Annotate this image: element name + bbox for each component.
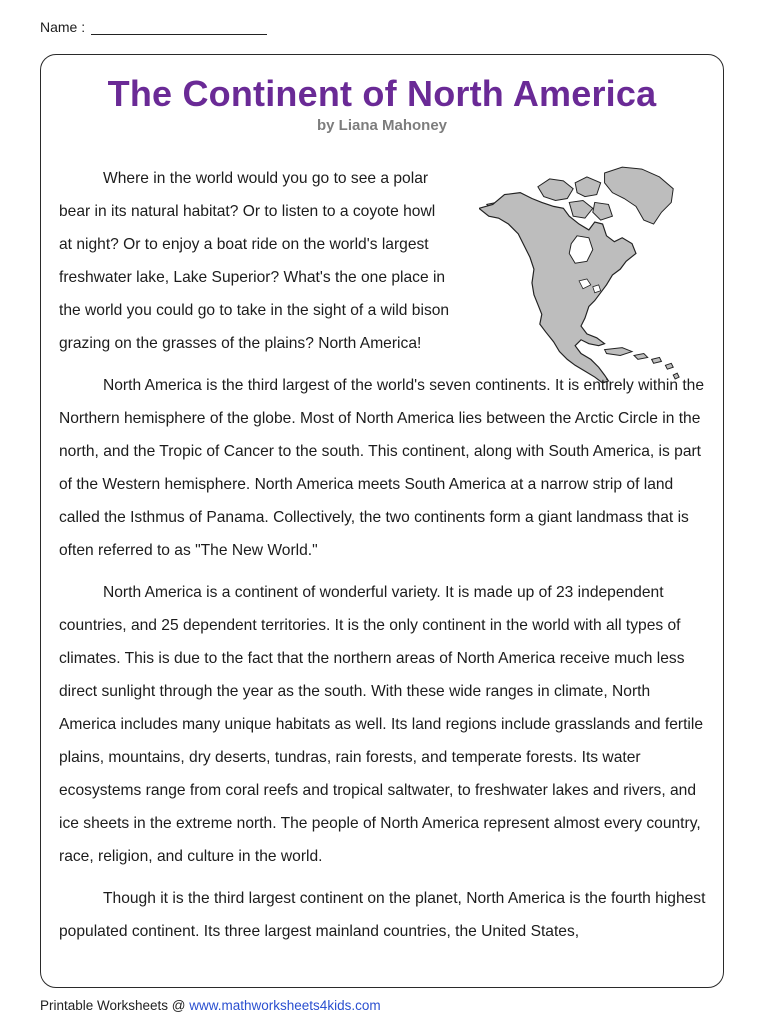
name-field-row <box>40 18 267 35</box>
footer-prefix: Printable Worksheets @ <box>40 998 190 1013</box>
worksheet-title: The Continent of North America <box>107 73 657 114</box>
footer-website-link[interactable]: www.mathworksheets4kids.com <box>189 998 381 1013</box>
name-label: Name : <box>40 19 86 35</box>
name-blank-line[interactable] <box>91 18 267 35</box>
page-footer <box>40 998 381 1013</box>
author-byline: by Liana Mahoney <box>316 117 448 134</box>
paragraph-2: North America is the third largest of the world's seven continents. It is entirely within the Northern hemisphere of the globe. Most of North America lies between the Arctic Circle in the north, and the Tropic of Cancer to the south. This continent, along with South America, is part of the Western hemisphere. North America meets South America at a narrow strip of land called the Isthmus of Panama. Collectively, the two continents form a giant landmass that is often referred to as "The New World." <box>59 377 705 559</box>
article-body <box>59 162 709 957</box>
worksheet-frame <box>40 54 724 988</box>
paragraph-1: Where in the world would you go to see a polar bear in its natural habitat? Or to listen to a coyote howl at night? Or to enjoy a boat ride on the world's largest freshwater lake, Lake Superior? What's the one place in the world you could go to take in the sight of a wild bison grazing on the grasses of the plains? North America! <box>59 170 450 352</box>
paragraph-4: Though it is the third largest continent on the planet, North America is the fourth highest populated continent. Its three largest mainland countries, the United States, <box>59 890 706 940</box>
paragraph-3: North America is a continent of wonderful variety. It is made up of 23 independent countries, and 25 dependent territories. It is the only continent in the world with all types of climates. This is due to the fact that the northern areas of North America receive much less direct sunlight through the year as the south. With these wide ranges in climate, North America includes many unique habitats as well. Its land regions include grasslands and fertile plains, mountains, dry deserts, tundras, rain forests, and temperate forests. Its water ecosystems range from coral reefs and tropical saltwater, to freshwater lakes and rivers, and ice sheets in the extreme north. The people of North America represent almost every country, race, religion, and culture in the world. <box>59 584 704 865</box>
